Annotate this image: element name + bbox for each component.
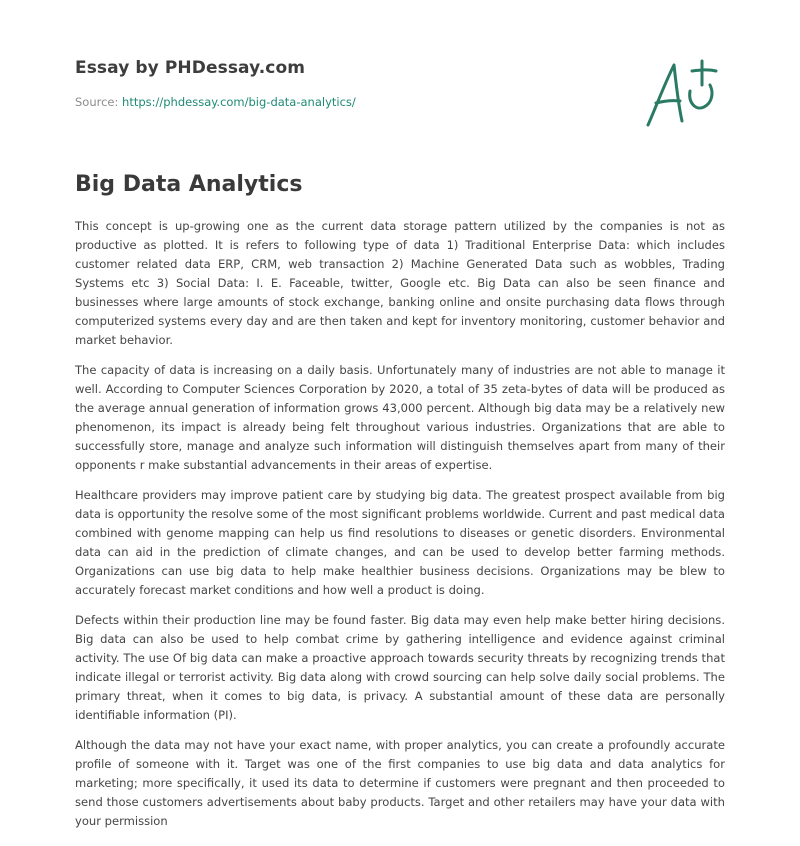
article-paragraph-4: Defects within their production line may be found faster. Big data may even help make better hiring decisions. Big data can also be used to help combat crime by gathering intelligence and evidence against criminal activity. The use Of big data can make a proactive approach towards security threats by recognizing trends that indicate illegal or terrorist activity. Big data along with crowd sourcing can help solve daily social problems. The primary threat, when it comes to big data, is privacy. A substantial amount of these data are personally identifiable information (PI).	[75, 613, 725, 722]
article-title: Big Data Analytics	[75, 172, 303, 197]
page-header	[75, 58, 525, 109]
site-title: Essay by PHDessay.com	[75, 58, 306, 78]
source-link[interactable]: https://phdessay.com/big-data-analytics/	[122, 95, 356, 109]
article-paragraph-3: Healthcare providers may improve patient care by studying big data. The greatest prospect available from big data is opportunity the resolve some of the most significant problems worldwide. Current and past medical data combined with genome mapping can help us find resolutions to diseases or genetic disorders. Environmental data can aid in the prediction of climate changes, and can be used to develop better farming methods. Organizations can use big data to help make healthier business decisions. Organizations may be blew to accurately forecast market conditions and how well a product is doing.	[75, 488, 725, 597]
article-paragraph-1: This concept is up-growing one as the current data storage pattern utilized by the companies is not as productive as plotted. It is refers to following type of data 1) Traditional Enterprise Data: which includes customer related data ERP, CRM, web transaction 2) Machine Generated Data such as wobbles, Trading Systems etc 3) Social Data: I. E. Faceable, twitter, Google etc. Big Data can also be seen finance and businesses where large amounts of stock exchange, banking online and onsite purchasing data flows through computerized systems every day and are then taken and kept for inventory monitoring, customer behavior and market behavior.	[75, 219, 725, 347]
article-paragraph-2: The capacity of data is increasing on a daily basis. Unfortunately many of industries are not able to manage it well. According to Computer Sciences Corporation by 2020, a total of 35 zeta-bytes of data will be produced as the average annual generation of information grows 43,000 percent. Although big data may be a relatively new phenomenon, its impact is already being felt throughout various industries. Organizations that are able to successfully store, manage and analyze such information will distinguish themselves apart from many of their opponents r make substantial advancements in their areas of expertise.	[75, 363, 725, 472]
article	[75, 172, 725, 842]
article-paragraph-5: Although the data may not have your exact name, with proper analytics, you can create a profoundly accurate profile of someone with it. Target was one of the first companies to use big data and data analytics for marketing; more specifically, it used its data to determine if customers were pregnant and then proceeded to send those customers advertisements about baby products. Target and other retailers may have your data with your permission	[75, 738, 725, 828]
a-plus-logo-icon	[640, 55, 730, 130]
source-line	[75, 95, 525, 109]
source-label: Source:	[75, 95, 123, 109]
